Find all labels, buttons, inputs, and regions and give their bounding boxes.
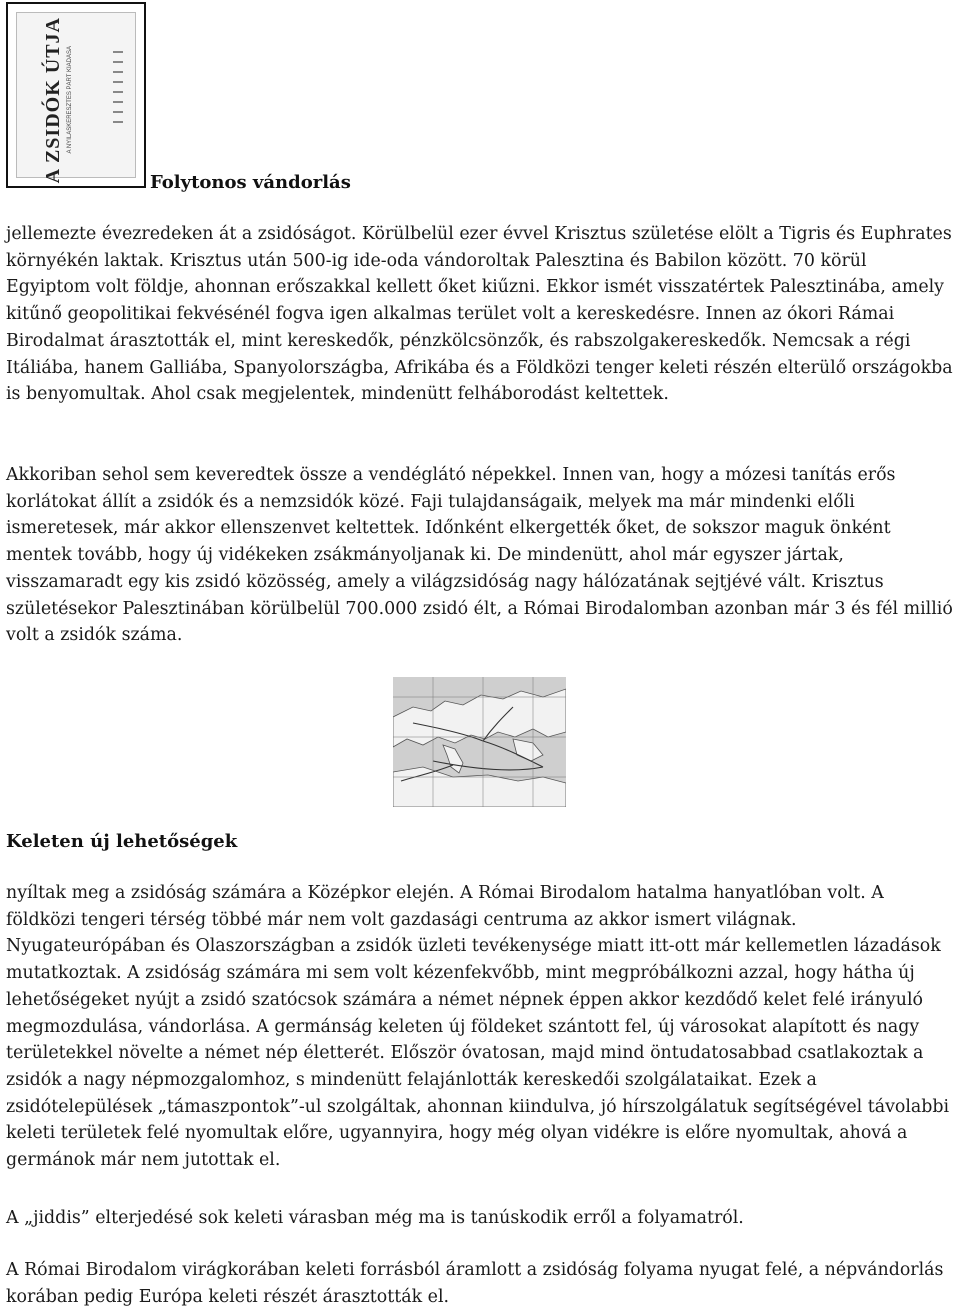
cover-title: A ZSIDÓK ÚTJA	[41, 16, 64, 184]
section1-paragraph-1: jellemezte évezredeken át a zsidóságot. Körülbelül ezer évvel Krisztus születése elölt a Tigris és Euphrates környékén laktak. Krisztus után 500-ig ide-oda vándoroltak Palesztina és Babilon között. 70 körül Egyiptom volt földje, ahonnan erőszakkal kellett őket kiűzni. Ekkor ismét visszatértek Palesztinába, amely kitűnő geopolitikai fekvésénél fogva igen alkalmas terület volt a kereskedésre. Innen az ókori Rámai Birodalmat árasztották el, mint kereskedők, pénzkölcsönzők, és rabszolgakereskedők. Nemcsak a régi Itáliába, hanem Galliába, Spanyolországba, Afrikába és a Földközi tenger keleti részén elterülő országokba is benyomultak. Ahol csak megjelentek, mindenütt felháborodást keltettek.	[6, 224, 953, 405]
section2-paragraph-3: A Római Birodalom virágkorában keleti forrásból áramlott a zsidóság folyama nyugat felé, a népvándorlás korában pedig Európa keleti részét árasztották el.	[6, 1260, 944, 1307]
book-cover-image	[6, 2, 146, 188]
section1-paragraph-2: Akkoriban sehol sem keveredtek össze a vendéglátó népekkel. Innen van, hogy a mózesi tanítás erős korlátokat állít a zsidók és a nemzsidók közé. Faji tulajdanságaik, melyek ma már mindenki előli ismeretesek, már akkor ellenszenvet keltettek. Időnként elkergették őket, de sokszor maguk önként mentek tovább, hogy új vidékeken zsákmányoljanak ki. De mindenütt, ahol már egyszer jártak, visszamaradt egy kis zsidó közösség, amely a világzsidóság nagy hálózatának sejtjévé vált. Krisztus születésekor Palesztinában körülbelül 700.000 zsidó élt, a Római Birodalomban azonban már 3 és fél millió volt a zsidók száma.	[6, 465, 953, 646]
book-cover-inner	[16, 12, 136, 184]
cover-subtitle: A NYILASKERESZTES PÁRT KIADÁSA	[66, 46, 73, 154]
historical-map-image	[393, 677, 566, 807]
cover-decoration	[113, 51, 123, 161]
section2-paragraph-2: A „jiddis” elterjedésé sok keleti várasban még ma is tanúskodik erről a folyamatról.	[6, 1208, 744, 1228]
cover-spine	[35, 16, 79, 184]
section-heading-2: Keleten új lehetőségek	[6, 831, 238, 852]
section-heading-1: Folytonos vándorlás	[150, 172, 351, 193]
section2-paragraph-1: nyíltak meg a zsidóság számára a Középkor elején. A Római Birodalom hatalma hanyatlóban volt. A földközi tengeri térség többé már nem volt gazdasági centruma az akkor ismert világnak. Nyugateurópában és Olaszországban a zsidók üzleti tevékenysége miatt itt-ott már kellemetlen lázadások mutatkoztak. A zsidóság számára mi sem volt kézenfekvőbb, mint megpróbálkozni azzal, hogy hátha új lehetőségeket nyújt a zsidó szatócsok számára a német népnek éppen akkor kezdődő kelet felé irányuló megmozdulása, vándorlása. A germánság keleten új földeket szántott fel, új városokat alapított és nagy területekkel növelte a német nép életterét. Először óvatosan, majd mind öntudatosabbad csatlakoztak a zsidók a nagy népmozgalomhoz, s mindenütt felajánlották kereskedői szolgálataikat. Ezek a zsidótelepülések „támaszpontok”-ul szolgáltak, ahonnan kiindulva, jó hírszolgálatuk segítségével távolabbi keleti területek felé nyomultak előre, ugyannyira, hogy még olyan vidékre is előre nyomultak, ahová a germánok már nem jutottak el.	[6, 883, 950, 1171]
